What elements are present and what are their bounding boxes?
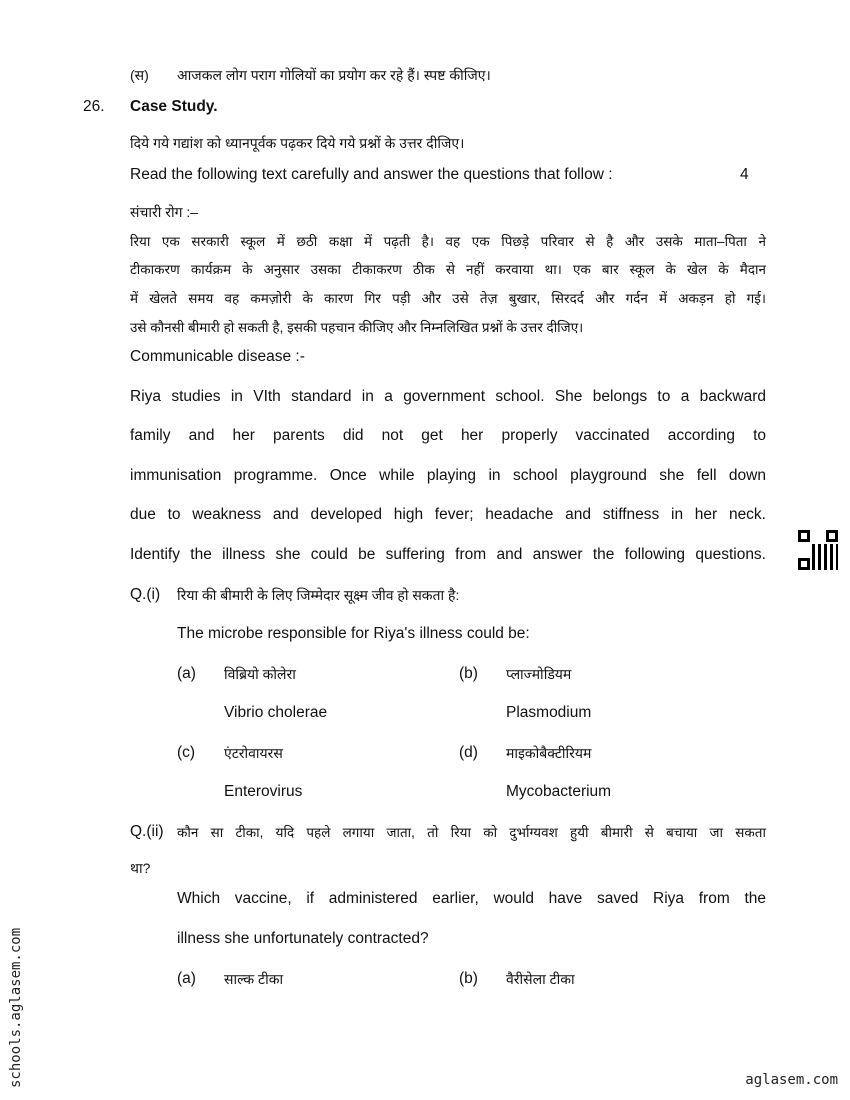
q1-option-label: (a): [177, 665, 196, 682]
passage-english-line: immunisation programme. Once while playing in school playground she fell down: [130, 467, 766, 484]
passage-english-line: due to weakness and developed high fever; headache and stiffness in her neck.: [130, 506, 766, 523]
q2-text-hindi-cont: था?: [130, 860, 151, 876]
passage-english-line: Identify the illness she could be suffering from and answer the following questions.: [130, 546, 766, 563]
passage-english-line: family and her parents did not get her properly vaccinated according to: [130, 427, 766, 444]
qr-code: [798, 530, 838, 570]
q1-option-hindi: प्लाज्मोडियम: [506, 666, 572, 682]
passage-hindi-line: रिया एक सरकारी स्कूल में छठी कक्षा में पढ़ती है। वह एक पिछड़े परिवार से है और उसके माता–पिता ने: [130, 234, 766, 249]
side-watermark: schools.aglasem.com: [8, 927, 24, 1088]
q1-option-label: (c): [177, 744, 196, 761]
prev-item-text: आजकल लोग पराग गोलियों का प्रयोग कर रहे हैं। स्पष्ट कीजिए।: [177, 67, 491, 83]
q1-option-english: Mycobacterium: [506, 783, 612, 800]
footer-watermark: aglasem.com: [745, 1072, 838, 1088]
q2-text-english-cont: illness she unfortunately contracted?: [177, 930, 429, 947]
question-number: 26.: [83, 98, 105, 115]
q1-option-english: Enterovirus: [224, 783, 303, 800]
q1-option-label: (d): [459, 744, 478, 761]
q1-text-hindi: रिया की बीमारी के लिए जिम्मेदार सूक्ष्म जीव हो सकता है:: [177, 587, 460, 603]
passage-hindi-line: में खेलते समय वह कमज़ोरी के कारण गिर पड़ी और उसे तेज़ बुखार, सिरदर्द और गर्दन में अकड़न हो गई।: [130, 291, 766, 306]
prev-item-label: (स): [130, 67, 149, 83]
instruction-hindi: दिये गये गद्यांश को ध्यानपूर्वक पढ़कर दिये गये प्रश्नों के उत्तर दीजिए।: [130, 135, 465, 151]
q1-option-english: Vibrio cholerae: [224, 704, 328, 721]
question-title: Case Study.: [130, 98, 218, 115]
passage-hindi-heading: संचारी रोग :–: [130, 204, 199, 220]
q2-option-label: (b): [459, 970, 478, 987]
q1-option-hindi: माइकोबैक्टीरियम: [506, 745, 592, 761]
q2-option-label: (a): [177, 970, 196, 987]
q1-option-hindi: विब्रियो कोलेरा: [224, 666, 296, 682]
q1-text-english: The microbe responsible for Riya's illness could be:: [177, 625, 530, 642]
marks: 4: [740, 166, 749, 183]
q1-option-label: (b): [459, 665, 478, 682]
passage-english-line: Riya studies in VIth standard in a government school. She belongs to a backward: [130, 388, 766, 405]
q1-label: Q.(i): [130, 586, 161, 603]
passage-hindi-line: टीकाकरण कार्यक्रम के अनुसार उसका टीकाकरण ठीक से नहीं करवाया था। एक बार स्कूल के खेल के मैदान: [130, 262, 766, 277]
passage-hindi-line: उसे कौनसी बीमारी हो सकती है, इसकी पहचान कीजिए और निम्नलिखित प्रश्नों के उत्तर दीजिए।: [130, 320, 584, 335]
q2-option-hindi: वैरीसेला टीका: [506, 971, 575, 987]
q1-option-hindi: एंटरोवायरस: [224, 745, 283, 761]
q2-option-hindi: साल्क टीका: [224, 971, 284, 987]
q2-text-english: Which vaccine, if administered earlier, would have saved Riya from the: [177, 890, 766, 907]
q2-text-hindi: कौन सा टीका, यदि पहले लगाया जाता, तो रिया को दुर्भाग्यवश हुयी बीमारी से बचाया जा सकता: [177, 825, 766, 840]
instruction-english: Read the following text carefully and answer the questions that follow :: [130, 166, 613, 183]
q1-option-english: Plasmodium: [506, 704, 592, 721]
q2-label: Q.(ii): [130, 823, 164, 840]
passage-english-heading: Communicable disease :-: [130, 348, 305, 365]
